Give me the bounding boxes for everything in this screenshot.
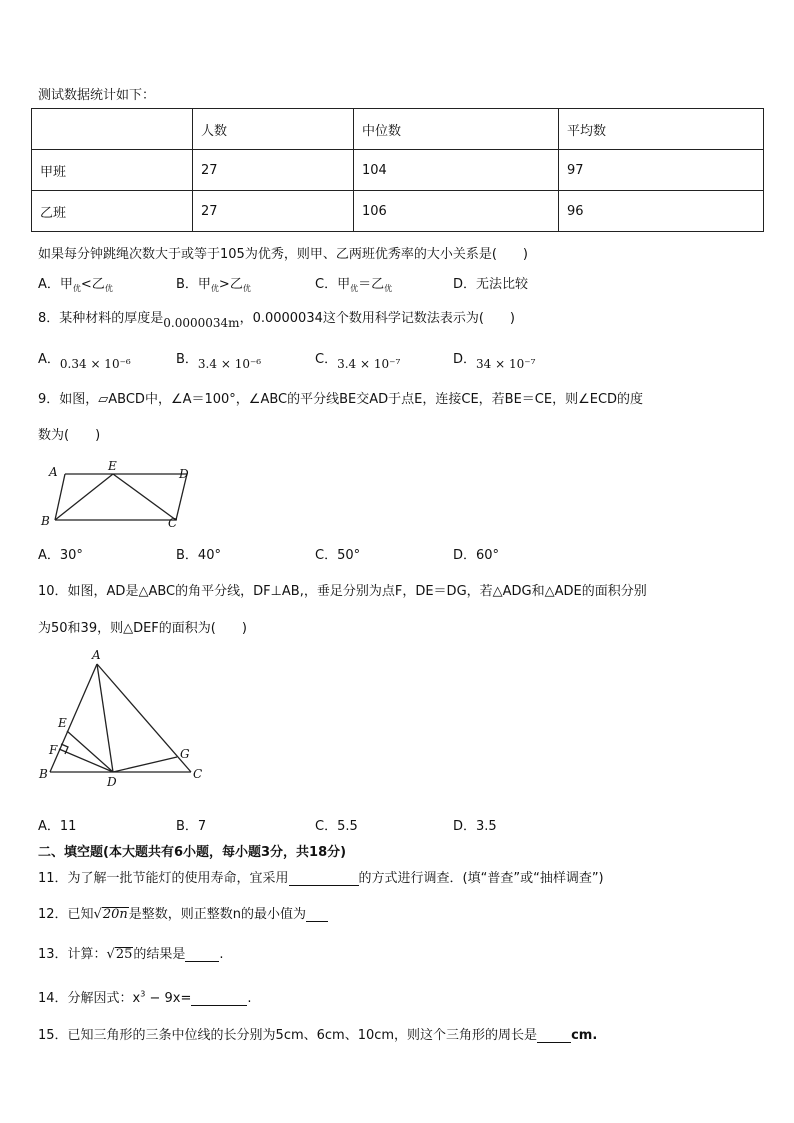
q9-stem-line2: 数为( ) — [38, 428, 101, 443]
table-row — [32, 191, 764, 232]
q12-post: 是整数，则正整数n的最小值为 — [128, 907, 307, 922]
q11-pre: 11．为了解一批节能灯的使用寿命，宜采用 — [38, 871, 289, 886]
q13-post: 的结果是 — [133, 947, 186, 962]
q7-option-d: D．无法比较 — [453, 277, 529, 292]
segment-FD — [59, 749, 113, 772]
table-header-cell — [32, 109, 193, 150]
answer-blank — [537, 1029, 571, 1043]
exponent: 3 — [140, 989, 146, 999]
option-label: <乙 — [80, 277, 105, 292]
q8-option-c — [315, 348, 401, 371]
q14-end: . — [247, 991, 252, 1006]
table-cell: 106 — [354, 191, 559, 232]
q13-end: . — [219, 947, 224, 962]
label-A: A — [49, 465, 58, 479]
subscript: 优 — [210, 284, 219, 293]
option-label: C．甲 — [315, 277, 351, 292]
intro-text: 测试数据统计如下： — [38, 88, 156, 103]
label-C: C — [193, 767, 203, 781]
option-value: 0.34 × 10⁻⁶ — [59, 357, 131, 371]
segment-EC — [113, 474, 176, 520]
radicand: 25 — [115, 947, 133, 962]
option-value: 3.4 × 10⁻⁶ — [197, 357, 262, 371]
subscript: 优 — [72, 284, 81, 293]
q15-end: cm. — [571, 1028, 598, 1043]
q10-option-d: D．3.5 — [453, 819, 497, 834]
q7-option-c — [315, 273, 392, 294]
label-D: D — [107, 775, 117, 789]
subscript: 优 — [350, 284, 359, 293]
q9-option-c: C．50° — [315, 548, 361, 563]
q8-stem — [38, 307, 516, 330]
q15-pre: 15．已知三角形的三条中位线的长分别为5cm、6cm、10cm，则这个三角形的周长是 — [38, 1028, 538, 1043]
segment-DG — [113, 757, 177, 772]
option-label: C． — [315, 352, 338, 367]
table-cell: 27 — [193, 191, 354, 232]
subscript: 优 — [384, 284, 393, 293]
answer-blank — [289, 872, 359, 886]
label-B: B — [39, 767, 48, 781]
option-value: 34 × 10⁻⁷ — [476, 357, 536, 371]
q12-pre: 12．已知 — [38, 907, 94, 922]
table-cell: 104 — [354, 150, 559, 191]
q10-stem-line2: 为50和39，则△DEF的面积为( ) — [38, 621, 247, 636]
q10-figure-triangle — [34, 645, 214, 790]
section-heading: 二、填空题(本大题共有6小题，每小题3分，共18分) — [38, 845, 347, 860]
sqrt-icon: √ — [106, 947, 115, 962]
option-label: B．甲 — [176, 277, 211, 292]
label-E: E — [108, 459, 117, 473]
label-G: G — [180, 747, 190, 761]
table-cell: 乙班 — [32, 191, 193, 232]
radicand: 20n — [102, 907, 128, 922]
q8-option-a — [38, 348, 131, 371]
q8-option-b — [176, 348, 262, 371]
q11 — [38, 867, 604, 886]
q12 — [38, 903, 328, 922]
q8-value: 0.0000034m — [163, 316, 240, 330]
label-A: A — [92, 648, 101, 662]
table-cell: 96 — [559, 191, 764, 232]
q7-option-b — [176, 273, 251, 294]
q10-option-a: A．11 — [38, 819, 77, 834]
q10-option-c: C．5.5 — [315, 819, 358, 834]
table-header-cell: 人数 — [193, 109, 354, 150]
label-C: C — [168, 516, 178, 530]
option-label: >乙 — [218, 277, 243, 292]
answer-blank — [185, 948, 219, 962]
q10-stem-line1: 10．如图，AD是△ABC的角平分线，DF⊥AB,，垂足分别为点F，DE＝DG，若△ADG和△ADE的面积分别 — [38, 584, 647, 599]
table-header-row — [32, 109, 764, 150]
table-cell: 97 — [559, 150, 764, 191]
label-B: B — [41, 514, 50, 528]
subscript: 优 — [104, 284, 113, 293]
answer-blank — [306, 908, 328, 922]
option-label: A．甲 — [38, 277, 73, 292]
q7-stem: 如果每分钟跳绳次数大于或等于105为优秀，则甲、乙两班优秀率的大小关系是( ) — [38, 247, 528, 262]
table-header-cell: 平均数 — [559, 109, 764, 150]
option-label: B． — [176, 352, 198, 367]
q14-pre: 14．分解因式：x — [38, 991, 141, 1006]
q9-option-b: B．40° — [176, 548, 221, 563]
q8-post: ，0.0000034这个数用科学记数法表示为( ) — [239, 311, 516, 326]
label-D: D — [179, 467, 189, 481]
segment-ED — [67, 731, 113, 772]
table-cell: 甲班 — [32, 150, 193, 191]
answer-blank — [191, 992, 247, 1006]
sqrt-icon: √ — [93, 907, 102, 922]
q9-figure-parallelogram — [36, 458, 196, 534]
q7-option-a — [38, 273, 113, 294]
table-row — [32, 150, 764, 191]
label-E: E — [58, 716, 67, 730]
q8-option-d — [453, 348, 536, 371]
table-header-cell: 中位数 — [354, 109, 559, 150]
q13-pre: 13．计算： — [38, 947, 107, 962]
label-F: F — [49, 743, 58, 757]
subscript: 优 — [242, 284, 251, 293]
q10-option-b: B．7 — [176, 819, 207, 834]
option-label: D． — [453, 352, 477, 367]
q14 — [38, 987, 252, 1006]
table-cell: 27 — [193, 150, 354, 191]
q8-pre: 8．某种材料的厚度是 — [38, 311, 164, 326]
q14-post: − 9x= — [145, 991, 192, 1006]
option-label: ＝乙 — [358, 277, 385, 292]
option-value: 3.4 × 10⁻⁷ — [337, 357, 401, 371]
q9-option-a: A．30° — [38, 548, 83, 563]
q11-post: 的方式进行调查．(填“普查”或“抽样调查”) — [358, 871, 604, 886]
option-label: A． — [38, 352, 60, 367]
q15 — [38, 1024, 597, 1043]
q13 — [38, 943, 224, 962]
q9-option-d: D．60° — [453, 548, 500, 563]
stats-table — [31, 108, 764, 232]
q9-stem-line1: 9．如图，▱ABCD中，∠A＝100°，∠ABC的平分线BE交AD于点E，连接CE，若BE＝CE，则∠ECD的度 — [38, 392, 644, 407]
